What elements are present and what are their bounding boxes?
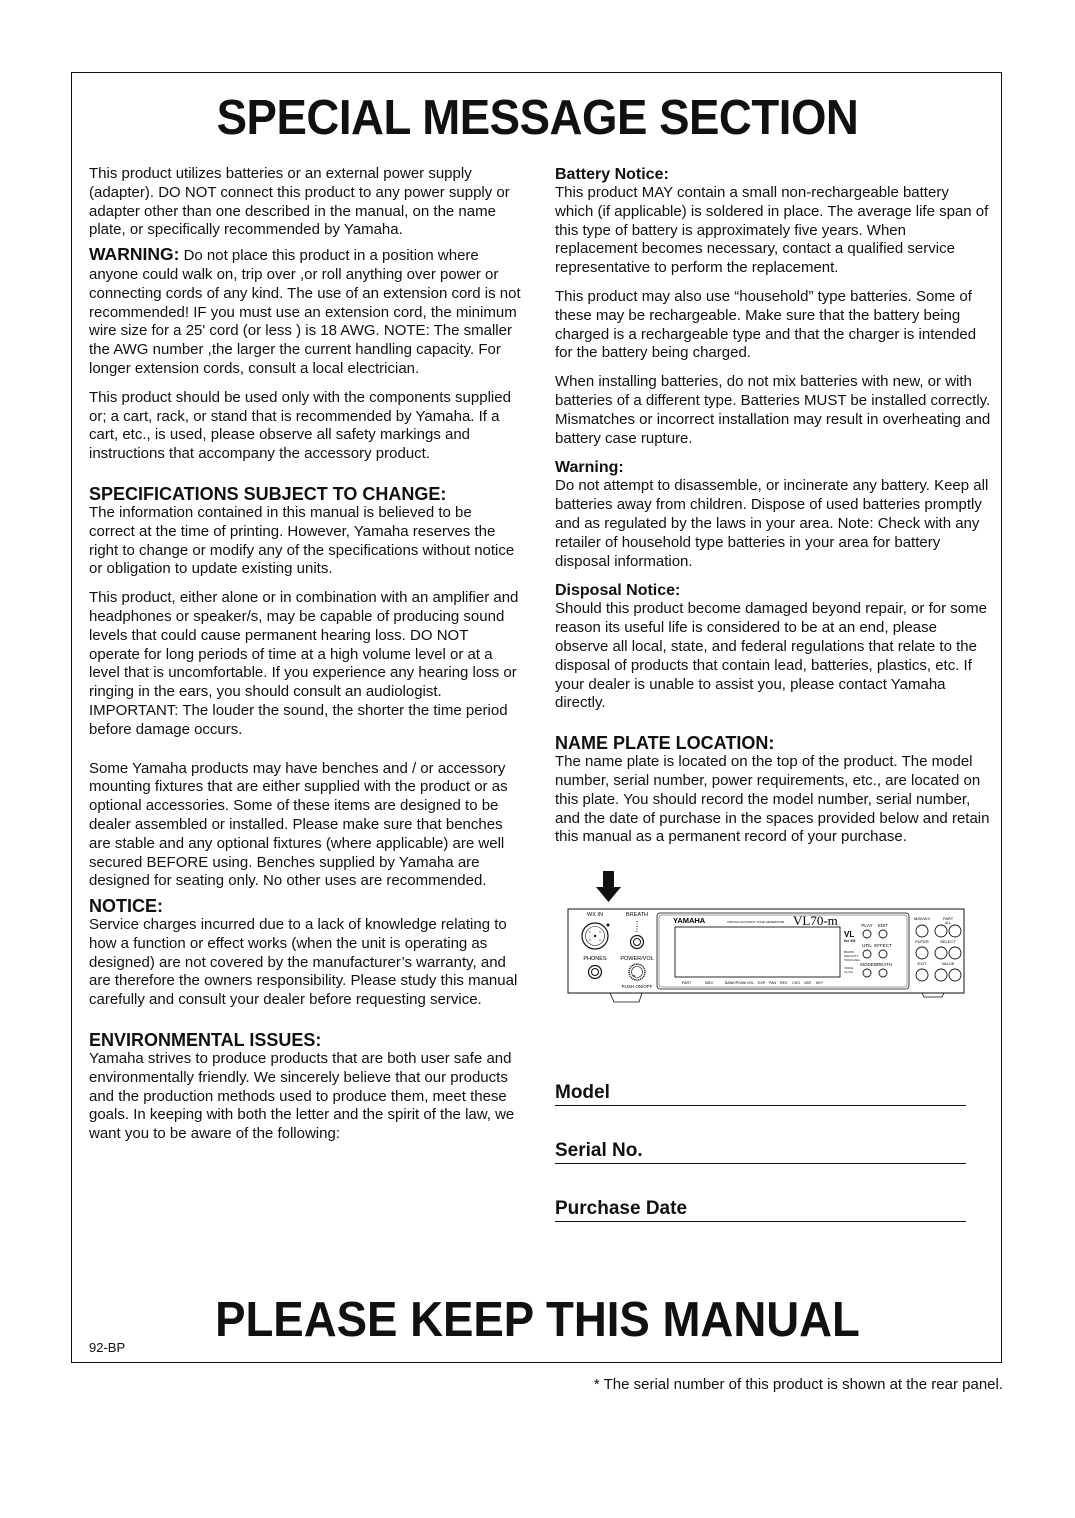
record-fields [555,1082,966,1256]
down-arrow-icon [596,871,621,902]
device-foot-left [610,993,642,1002]
display-label: REV [780,981,788,986]
nameplate-paragraph: The name plate is located on the top of the product. The model number, serial number, power requirements, etc., are located on this plate. You should record the model number, serial number, and the date of purchase in the spaces provided below and retain this manual as a permanent record of your purchase. [555,753,990,846]
enter-label: ENTER [915,939,929,945]
battery-warning-paragraph: Do not attempt to disassemble, or incinerate any battery. Keep all batteries away from children. Dispose of used batteries promptly and as regulated by the laws in your area. Note: Check with any retailer of household type batteries in your area for battery disposal information. [555,477,989,570]
model-field-line [555,1105,966,1106]
disposal-paragraph: Should this product become damaged beyond repair, or for some reason its useful life is considered to be at an end, please observe all local, state, and federal regulations that relate to the disposal of products that contain lead, batteries, plastics, etc. If your dealer is unable to assist you, please contact Yamaha directly. [555,600,987,712]
model-field[interactable] [555,1082,966,1140]
edit-label: EDIT [877,923,889,929]
serial-number-field[interactable] [555,1140,966,1198]
purchase-date-field[interactable] [555,1198,966,1256]
right-column [555,165,991,1011]
battery-heading: Battery Notice: [555,166,669,183]
display-label: PAN [769,981,777,986]
device-front-panel-illustration [557,871,977,1011]
power-supply-paragraph: This product utilizes batteries or an external power supply (adapter). DO NOT connect this product to any power supply or adapter other than one described in the manual, on the name plate, or specifically recommended by Yamaha. [89,165,510,239]
xg-badge: for XG [844,939,856,944]
voice-label: VOICE [844,966,854,971]
display-label: VAR [804,981,812,986]
display-label: PART [682,981,692,986]
warning-text: Do not place this product in a position where anyone could walk on, trip over ,or roll anything over power or connecting cords of any kind. The use of an extension cord is not recommended! IF you must use an extension cord, the minimum wire size for a 25' cord (or less ) is 18 AWG. NOTE: The smaller the AWG number ,the larger the current handling capacity. For longer extension cords, consult a local electrician. [89,247,521,377]
household-paragraph: This product may also use “household” type batteries. Some of these may be rechargeable. Make sure that the battery being charged is a rechargeable type and that the charger is intended for the battery being charged. [555,287,977,362]
wx-in-label: WX IN [587,912,603,919]
page-title: SPECIAL MESSAGE SECTION [216,91,859,145]
display-label: EXP [758,981,766,986]
phones-label: PHONES [583,956,607,963]
util-label: UTIL [862,943,872,949]
velocity-label: VELOCITY [844,954,859,959]
device-svg [557,871,977,1011]
display-label: VOL [747,981,755,986]
specs-paragraph: The information contained in this manual is believed to be correct at the time of printing. However, Yamaha reserves the right to change or modify any of the specifications without notice or obligation to update existing units. [89,503,515,578]
breath-label: BREATH [626,912,648,919]
model-logo: VL70-m [793,913,838,929]
midi-wx-label: MIDI/WX [914,916,930,922]
part-label: PART [942,916,954,922]
breath-button-label: BREATH [874,962,892,968]
disposal-heading: Disposal Notice: [555,582,681,600]
display-label: CHO [792,981,800,986]
installing-paragraph: When installing batteries, do not mix batteries with new, or with batteries of a different type. Batteries MUST be installed correctly. Mismatches or incorrect installation may result in overheating and battery case rupture. [555,373,991,447]
nameplate-heading: NAME PLATE LOCATION: [555,733,775,754]
all-label: ALL [945,921,951,926]
purchase-date-field-label: Purchase Date [555,1198,688,1219]
bcwx-label: BC/WX [844,950,854,955]
environmental-paragraph: Yamaha strives to produce products that are both user safe and environmentally friendly. We sincerely believe that our products and the production methods used to produce them, meet these goals. In keeping with both the letter and the spirit of the law, we want you to be aware of the following: [89,1050,515,1143]
environmental-heading: ENVIRONMENTAL ISSUES: [89,1030,322,1051]
specs-heading: SPECIFICATIONS SUBJECT TO CHANGE: [89,483,447,504]
serial-footnote: * The serial number of this product is shown at the rear panel. [593,1376,1003,1393]
battery-paragraph: This product MAY contain a small non-rechargeable battery which (if applicable) is soldered in place. The average life span of this type of battery is approximately five years. When replacement becomes necessary, contact a qualified service representative to perform the replacement. [555,184,989,277]
model-field-label: Model [555,1082,610,1103]
benches-paragraph: Some Yamaha products may have benches and / or accessory mounting fixtures that are either supplied with the product or as optional accessories. Some of these items are designed to be dealer assembled or installed. Please make sure that benches are stable and any optional fixtures (where applicable) are well secured BEFORE using. Benches supplied by Yamaha are designed for seating only. No other uses are recommended. [89,759,508,890]
device-subtitle: VIRTUAL ACOUSTIC TONE GENERATOR [727,920,785,925]
display-label: KEY [816,981,824,986]
device-foot-right [922,993,944,997]
power-vol-label: POWER/VOL [620,956,654,963]
notice-paragraph: Service charges incurred due to a lack of knowledge relating to how a function or effect works (when the unit is operating as designed) are not covered by the manufacturer’s warranty, and are therefore the owners responsibility. Please study this manual carefully and consult your dealer before requesting service. [89,916,518,1009]
value-label: VALUE [941,961,955,967]
touch-eg-label: TOUCH EG [844,958,860,963]
warning-lead: WARNING: [89,244,180,265]
mode-label: MODE [860,962,874,968]
display-label: MIDI [705,981,713,986]
vl-xg-label: VL-XG [844,970,854,975]
important-paragraph: IMPORTANT: The louder the sound, the shorter the time period before damage occurs. [89,701,508,738]
hearing-paragraph: This product, either alone or in combination with an amplifier and headphones or speaker/s, may be capable of producing sound levels that could cause permanent hearing loss. DO NOT operate for long periods of time at a high volume level or at a level that is uncomfortable. If you experience any hearing loss or ringing in the ears, you should consult an audiologist. [89,589,519,701]
push-onoff-label: PUSH ON/OFF [621,984,653,990]
left-column [89,165,521,1144]
vl-badge: VL [844,930,855,940]
components-paragraph: This product should be used only with the components supplied or; a cart, rack, or stand that is recommended by Yamaha. If a cart, etc., is used, please observe all safety markings and instructions that accompany the accessory product. [89,388,511,463]
serial-number-field-line [555,1163,966,1164]
exit-label: EXIT [917,961,927,967]
notice-heading: NOTICE: [89,896,163,917]
play-label: PLAY [861,923,873,929]
serial-number-field-label: Serial No. [555,1140,643,1161]
display-label: BANK/PGM# [725,981,746,986]
keep-manual-banner: PLEASE KEEP THIS MANUAL [215,1293,860,1347]
effect-label: EFFECT [874,943,892,949]
brand-logo: YAMAHA [673,916,706,926]
warning-paragraph [89,245,521,379]
document-code: 92-BP [89,1340,126,1355]
purchase-date-field-line [555,1221,966,1222]
select-label: SELECT [940,939,956,945]
warning-heading: Warning: [555,459,624,477]
